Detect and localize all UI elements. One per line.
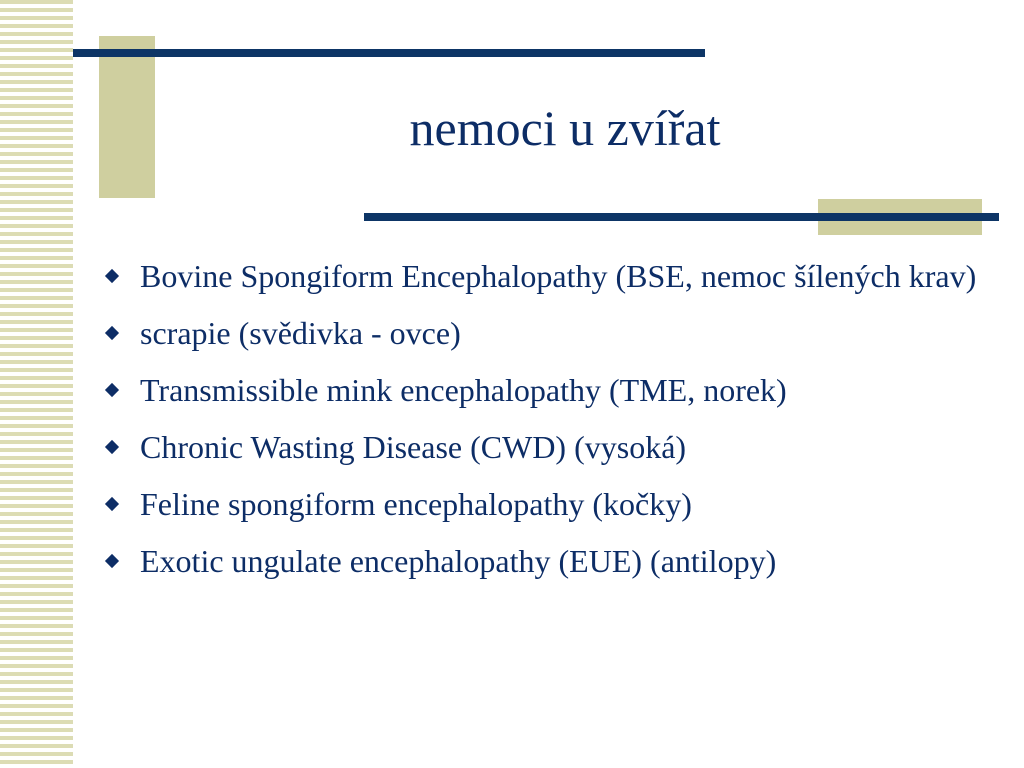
slide-title: nemoci u zvířat <box>409 100 721 156</box>
diamond-bullet-icon <box>105 554 119 568</box>
diamond-bullet-icon <box>105 497 119 511</box>
bullet-text: Feline spongiform encephalopathy (kočky) <box>140 486 692 522</box>
bullet-list <box>100 256 980 598</box>
bullet-item <box>100 256 980 296</box>
diamond-bullet-icon <box>105 440 119 454</box>
bullet-item <box>100 427 980 467</box>
decorative-stripes <box>0 0 73 768</box>
diamond-bullet-icon <box>105 383 119 397</box>
diamond-bullet-icon <box>105 269 119 283</box>
decorative-block-top <box>99 36 155 198</box>
bullet-text: Transmissible mink encephalopathy (TME, norek) <box>140 372 787 408</box>
bullet-item <box>100 370 980 410</box>
bullet-text: Exotic ungulate encephalopathy (EUE) (antilopy) <box>140 543 777 579</box>
bullet-item <box>100 541 980 581</box>
diamond-bullet-icon <box>105 326 119 340</box>
bottom-rule <box>364 213 999 221</box>
bullet-item <box>100 484 980 524</box>
bullet-item <box>100 313 980 353</box>
top-rule <box>73 49 705 57</box>
bullet-text: Bovine Spongiform Encephalopathy (BSE, nemoc šílených krav) <box>140 258 977 294</box>
bullet-text: Chronic Wasting Disease (CWD) (vysoká) <box>140 429 687 465</box>
bullet-text: scrapie (svědivka - ovce) <box>140 315 461 351</box>
